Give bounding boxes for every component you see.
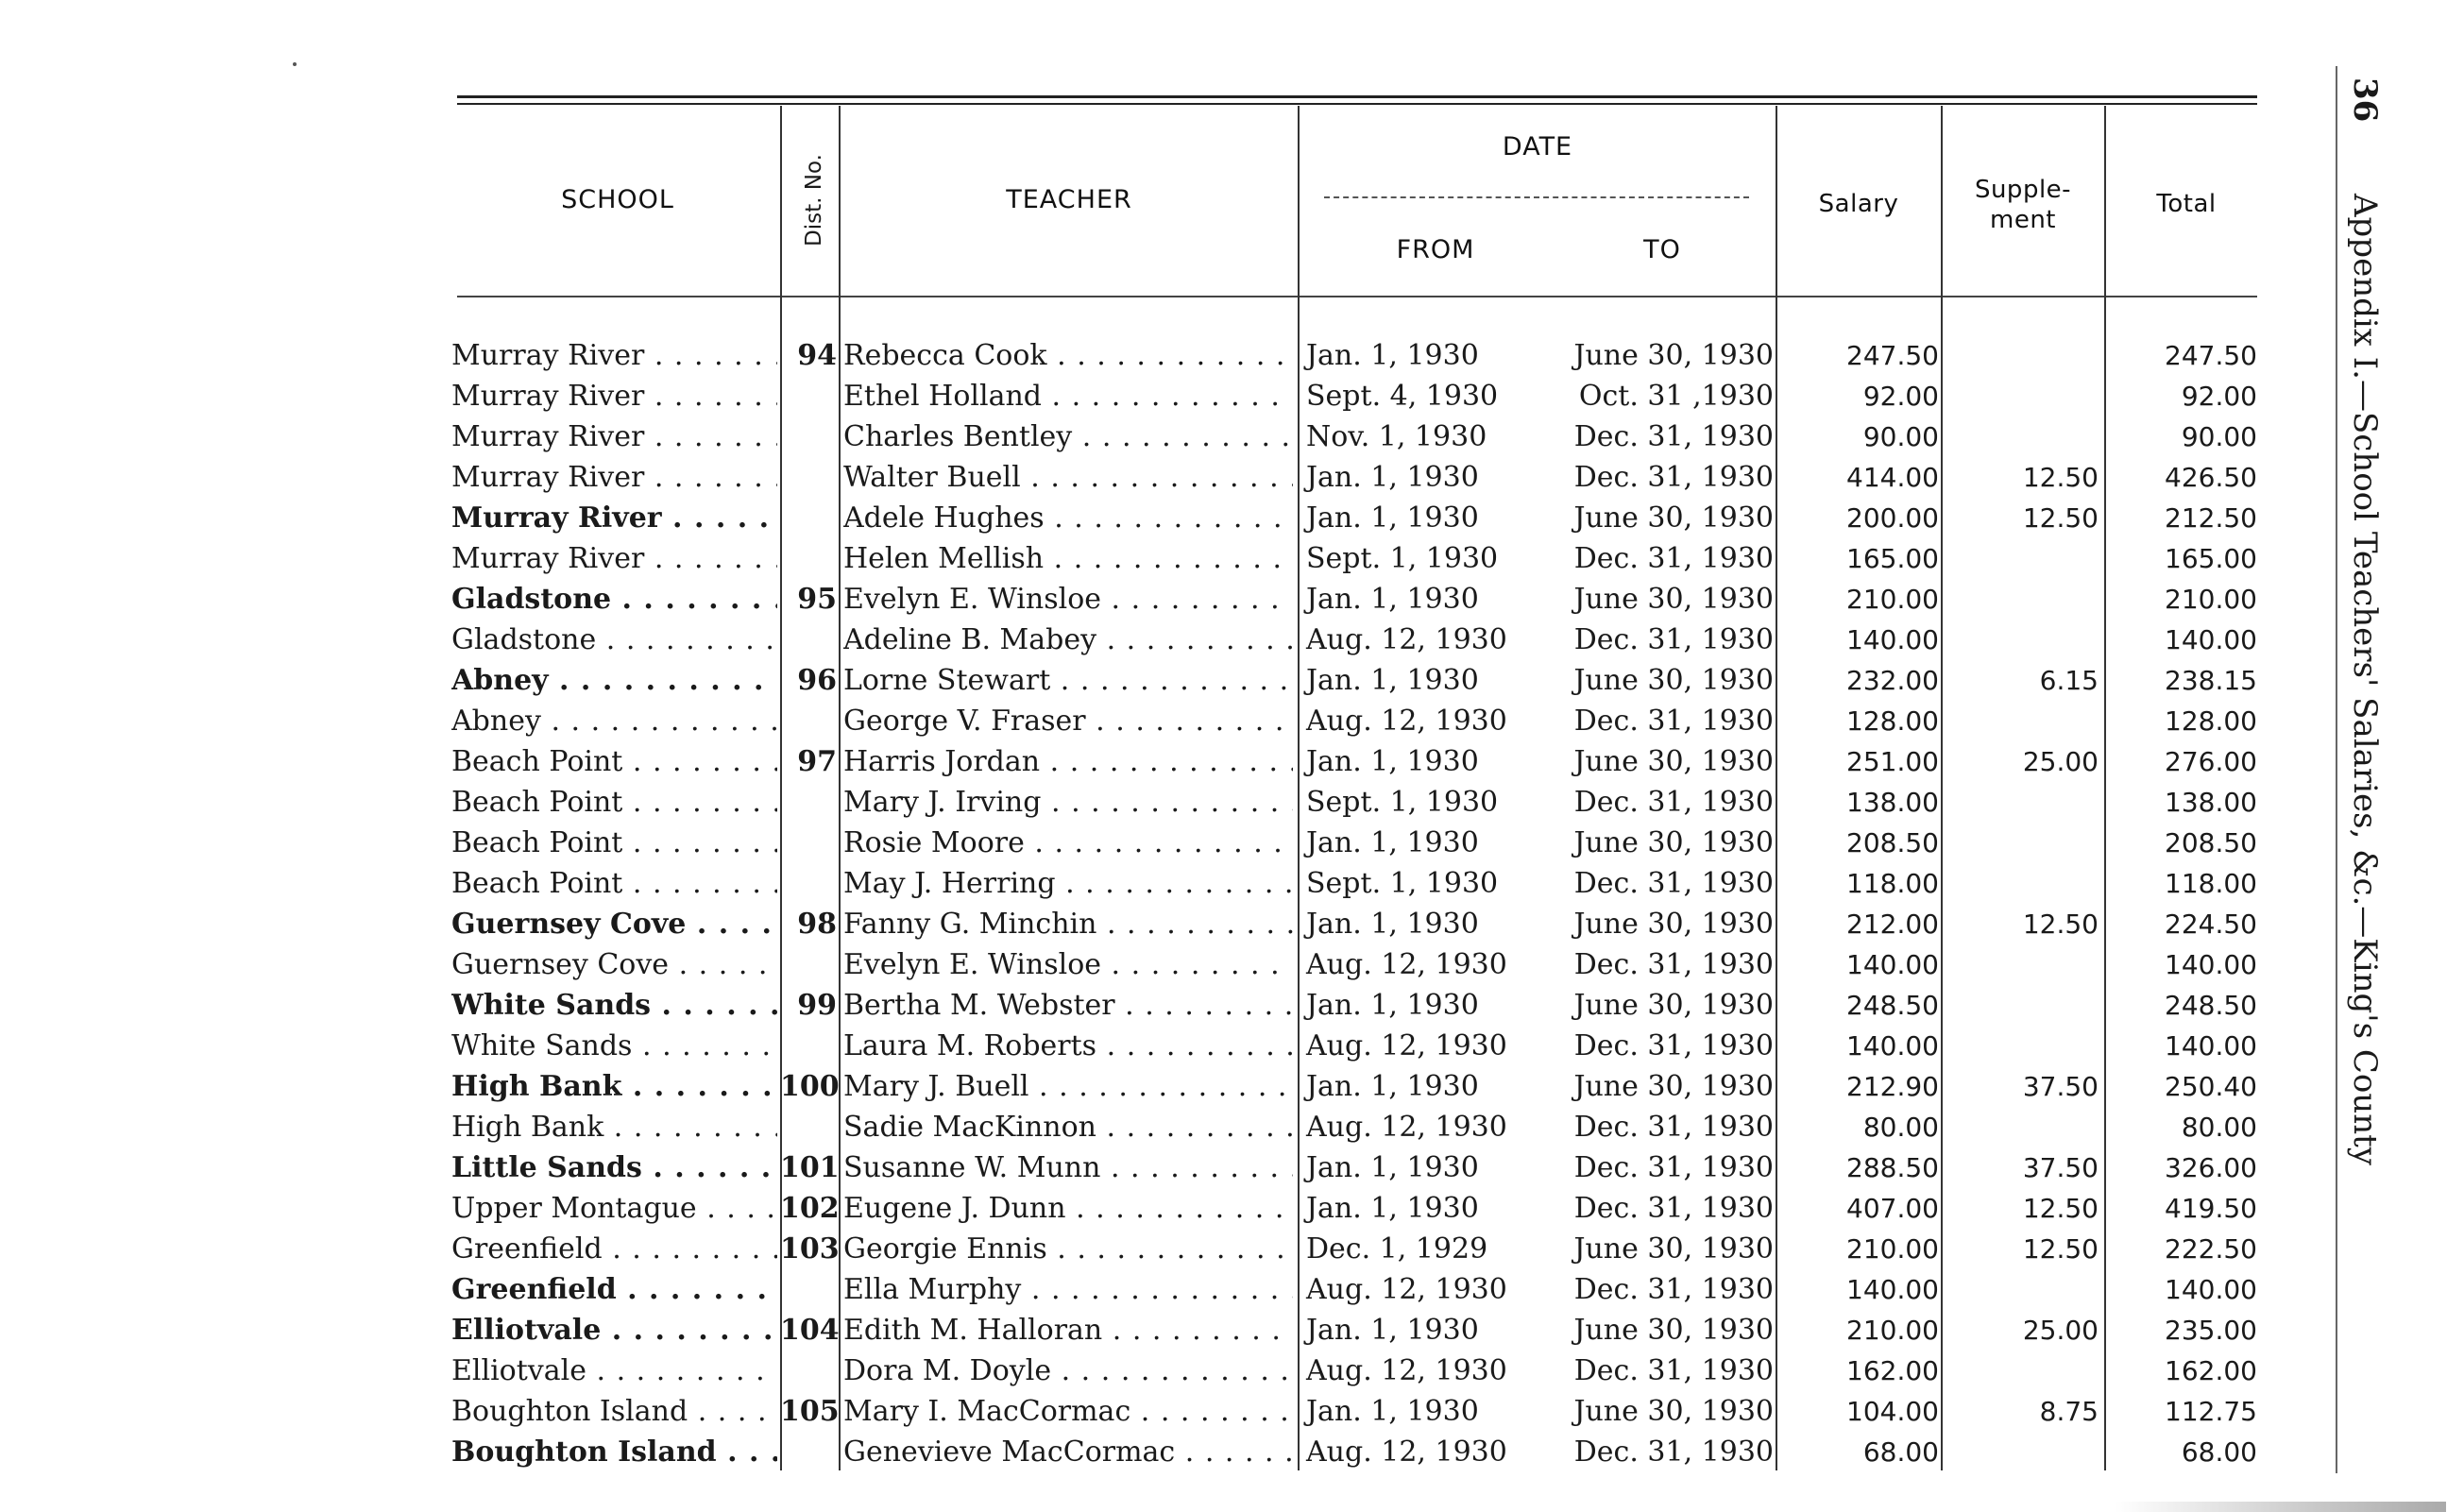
teacher-cell: Lorne Stewart . . . — [843, 664, 1293, 698]
date-from-cell: Sept. 1, 1930 — [1306, 867, 1499, 900]
school-cell: Boughton Island . . . — [451, 1436, 777, 1470]
teacher-cell: Susanne W. Munn . . . — [843, 1151, 1293, 1185]
table-row — [0, 660, 2447, 701]
header-date: DATE — [1502, 132, 1573, 161]
date-to-cell: June 30, 1930 — [1573, 826, 1774, 859]
school-cell: Guernsey Cove . . . — [451, 908, 777, 942]
salary-cell: 247.50 — [1846, 340, 1939, 371]
table-row — [0, 1026, 2447, 1066]
total-cell: 235.00 — [2165, 1315, 2257, 1346]
date-to-cell: Dec. 31, 1930 — [1573, 867, 1774, 900]
table-row — [0, 1229, 2447, 1269]
total-cell: 222.50 — [2165, 1233, 2257, 1265]
date-to-cell: Dec. 31, 1930 — [1573, 623, 1774, 656]
salary-cell: 248.50 — [1846, 990, 1939, 1021]
teacher-cell: Walter Buell . . . — [843, 461, 1293, 495]
stray-ink-mark — [293, 62, 297, 66]
school-cell: Gladstone . . . — [451, 583, 777, 617]
total-cell: 426.50 — [2165, 462, 2257, 493]
salary-cell: 288.50 — [1846, 1152, 1939, 1183]
date-from-cell: Jan. 1, 1930 — [1306, 1151, 1479, 1184]
supplement-cell: 12.50 — [2022, 462, 2099, 493]
teacher-cell: Charles Bentley . . . — [843, 420, 1293, 454]
dist-no-cell: 101 — [780, 1151, 840, 1184]
date-from-cell: Sept. 4, 1930 — [1306, 380, 1499, 413]
dist-no-cell: 94 — [797, 339, 837, 372]
school-cell: Abney . . . — [451, 705, 777, 739]
school-cell: White Sands . . . — [451, 989, 777, 1023]
total-cell: 140.00 — [2165, 1274, 2257, 1305]
date-from-cell: Aug. 12, 1930 — [1306, 1354, 1507, 1387]
table-row — [0, 944, 2447, 985]
total-cell: 248.50 — [2165, 990, 2257, 1021]
supplement-cell: 8.75 — [2039, 1396, 2099, 1427]
title-divider-line — [2336, 66, 2337, 1473]
table-row — [0, 741, 2447, 782]
header-to: TO — [1643, 235, 1681, 264]
salary-cell: 140.00 — [1846, 949, 1939, 980]
date-from-cell: Jan. 1, 1930 — [1306, 339, 1479, 372]
date-from-cell: Sept. 1, 1930 — [1306, 786, 1499, 819]
date-to-cell: June 30, 1930 — [1573, 745, 1774, 778]
teacher-cell: Ella Murphy . . . — [843, 1273, 1293, 1307]
school-cell: Murray River . . . — [451, 461, 777, 495]
total-cell: 80.00 — [2181, 1112, 2257, 1143]
total-cell: 128.00 — [2165, 705, 2257, 737]
date-from-cell: Aug. 12, 1930 — [1306, 1029, 1507, 1062]
teacher-cell: Bertha M. Webster . . . — [843, 989, 1293, 1023]
date-to-cell: Dec. 31, 1930 — [1573, 1029, 1774, 1062]
date-to-cell: June 30, 1930 — [1573, 989, 1774, 1022]
teacher-cell: Eugene J. Dunn . . . — [843, 1192, 1293, 1226]
total-cell: 138.00 — [2165, 787, 2257, 818]
date-from-cell: Aug. 12, 1930 — [1306, 705, 1507, 738]
total-cell: 68.00 — [2181, 1436, 2257, 1468]
school-cell: Beach Point . . . — [451, 867, 777, 901]
teacher-cell: Helen Mellish . . . — [843, 542, 1293, 576]
dist-no-cell: 104 — [780, 1314, 840, 1347]
table-row — [0, 863, 2447, 904]
school-cell: High Bank . . . — [451, 1070, 777, 1104]
page-number: 36 — [2346, 77, 2384, 123]
salary-cell: 104.00 — [1846, 1396, 1939, 1427]
date-to-cell: June 30, 1930 — [1573, 1395, 1774, 1428]
salary-table-body — [0, 335, 2447, 1472]
teacher-cell: Mary I. MacCormac . . . — [843, 1395, 1293, 1429]
salary-cell: 210.00 — [1846, 1233, 1939, 1265]
date-from-cell: Aug. 12, 1930 — [1306, 1273, 1507, 1306]
salary-cell: 210.00 — [1846, 584, 1939, 615]
table-row — [0, 985, 2447, 1026]
school-cell: Little Sands . . . — [451, 1151, 777, 1185]
date-to-cell: June 30, 1930 — [1573, 583, 1774, 616]
salary-cell: 208.50 — [1846, 827, 1939, 858]
header-dist-no-label: Dist. No. — [802, 154, 826, 246]
date-to-cell: June 30, 1930 — [1573, 908, 1774, 941]
date-to-cell: Dec. 31, 1930 — [1573, 948, 1774, 981]
teacher-cell: George V. Fraser . . . — [843, 705, 1293, 739]
total-cell: 247.50 — [2165, 340, 2257, 371]
supplement-cell: 12.50 — [2022, 909, 2099, 940]
date-to-cell: June 30, 1930 — [1573, 1070, 1774, 1103]
supplement-cell: 12.50 — [2022, 1193, 2099, 1224]
school-cell: Greenfield . . . — [451, 1232, 777, 1266]
table-row — [0, 1147, 2447, 1188]
table-row — [0, 782, 2447, 823]
school-cell: Beach Point . . . — [451, 826, 777, 860]
supplement-cell: 12.50 — [2022, 1233, 2099, 1265]
date-to-cell: June 30, 1930 — [1573, 1314, 1774, 1347]
salary-cell: 165.00 — [1846, 543, 1939, 574]
date-from-cell: Jan. 1, 1930 — [1306, 461, 1479, 494]
dist-no-cell: 97 — [797, 745, 837, 778]
salary-cell: 200.00 — [1846, 502, 1939, 534]
school-cell: Murray River . . . — [451, 542, 777, 576]
salary-cell: 162.00 — [1846, 1355, 1939, 1386]
date-to-cell: Dec. 31, 1930 — [1573, 786, 1774, 819]
teacher-cell: Adele Hughes . . . — [843, 501, 1293, 535]
school-cell: Abney . . . — [451, 664, 777, 698]
total-cell: 140.00 — [2165, 1030, 2257, 1062]
date-from-cell: Jan. 1, 1930 — [1306, 908, 1479, 941]
date-to-cell: Dec. 31, 1930 — [1573, 1192, 1774, 1225]
school-cell: Boughton Island . . . — [451, 1395, 777, 1429]
date-to-cell: Dec. 31, 1930 — [1573, 461, 1774, 494]
date-from-cell: Jan. 1, 1930 — [1306, 1314, 1479, 1347]
date-from-cell: Jan. 1, 1930 — [1306, 664, 1479, 697]
table-row — [0, 579, 2447, 620]
date-to-cell: Dec. 31, 1930 — [1573, 420, 1774, 453]
table-row — [0, 620, 2447, 660]
table-row — [0, 1351, 2447, 1391]
school-cell: Murray River . . . — [451, 420, 777, 454]
table-row — [0, 1066, 2447, 1107]
date-to-cell: June 30, 1930 — [1573, 664, 1774, 697]
total-cell: 118.00 — [2165, 868, 2257, 899]
dist-no-cell: 103 — [780, 1232, 840, 1266]
date-from-cell: Jan. 1, 1930 — [1306, 1070, 1479, 1103]
date-from-cell: Dec. 1, 1929 — [1306, 1232, 1488, 1266]
school-cell: Guernsey Cove . . . — [451, 948, 777, 982]
table-row — [0, 823, 2447, 863]
dist-no-cell: 99 — [797, 989, 837, 1022]
dist-no-cell: 105 — [780, 1395, 840, 1428]
total-cell: 250.40 — [2165, 1071, 2257, 1102]
date-from-cell: Aug. 12, 1930 — [1306, 623, 1507, 656]
salary-cell: 407.00 — [1846, 1193, 1939, 1224]
teacher-cell: Fanny G. Minchin . . . — [843, 908, 1293, 942]
table-row — [0, 538, 2447, 579]
salary-cell: 140.00 — [1846, 1274, 1939, 1305]
supplement-cell: 6.15 — [2039, 665, 2099, 696]
top-rule-inner — [457, 103, 2257, 105]
dist-no-cell: 96 — [797, 664, 837, 697]
salary-cell: 92.00 — [1862, 381, 1939, 412]
date-to-cell: June 30, 1930 — [1573, 339, 1774, 372]
school-cell: Gladstone . . . — [451, 623, 777, 657]
table-row — [0, 701, 2447, 741]
teacher-cell: Harris Jordan . . . — [843, 745, 1293, 779]
date-from-cell: Jan. 1, 1930 — [1306, 501, 1479, 535]
total-cell: 276.00 — [2165, 746, 2257, 777]
salary-cell: 251.00 — [1846, 746, 1939, 777]
total-cell: 238.15 — [2165, 665, 2257, 696]
salary-cell: 140.00 — [1846, 1030, 1939, 1062]
school-cell: Murray River . . . — [451, 380, 777, 414]
date-from-cell: Nov. 1, 1930 — [1306, 420, 1487, 453]
top-rule — [457, 95, 2257, 98]
table-row — [0, 1107, 2447, 1147]
teacher-cell: Dora M. Doyle . . . — [843, 1354, 1293, 1388]
date-to-cell: Dec. 31, 1930 — [1573, 1151, 1774, 1184]
salary-cell: 232.00 — [1846, 665, 1939, 696]
school-cell: Murray River . . . — [451, 501, 777, 535]
table-row — [0, 1188, 2447, 1229]
salary-cell: 118.00 — [1846, 868, 1939, 899]
teacher-cell: Evelyn E. Winsloe . . . — [843, 583, 1293, 617]
teacher-cell: Mary J. Irving . . . — [843, 786, 1293, 820]
total-cell: 212.50 — [2165, 502, 2257, 534]
header-school: SCHOOL — [561, 185, 674, 214]
table-row — [0, 1269, 2447, 1310]
teacher-cell: Georgie Ennis . . . — [843, 1232, 1293, 1266]
date-from-cell: Aug. 12, 1930 — [1306, 948, 1507, 981]
supplement-cell: 37.50 — [2022, 1152, 2099, 1183]
date-from-cell: Jan. 1, 1930 — [1306, 1395, 1479, 1428]
table-row — [0, 376, 2447, 416]
date-from-cell: Jan. 1, 1930 — [1306, 1192, 1479, 1225]
date-to-cell: Dec. 31, 1930 — [1573, 1273, 1774, 1306]
date-from-cell: Jan. 1, 1930 — [1306, 989, 1479, 1022]
teacher-cell: May J. Herring . . . — [843, 867, 1293, 901]
total-cell: 162.00 — [2165, 1355, 2257, 1386]
supplement-cell: 37.50 — [2022, 1071, 2099, 1102]
date-to-cell: Dec. 31, 1930 — [1573, 1111, 1774, 1144]
supplement-cell: 25.00 — [2022, 1315, 2099, 1346]
date-to-cell: Dec. 31, 1930 — [1573, 542, 1774, 575]
total-cell: 224.50 — [2165, 909, 2257, 940]
teacher-cell: Genevieve MacCormac . . . — [843, 1436, 1293, 1470]
date-to-cell: Oct. 31 ,1930 — [1578, 380, 1774, 413]
total-cell: 112.75 — [2165, 1396, 2257, 1427]
school-cell: Upper Montague . . . — [451, 1192, 777, 1226]
salary-cell: 210.00 — [1846, 1315, 1939, 1346]
date-from-cell: Jan. 1, 1930 — [1306, 826, 1479, 859]
total-cell: 140.00 — [2165, 949, 2257, 980]
date-to-cell: June 30, 1930 — [1573, 501, 1774, 535]
date-to-cell: Dec. 31, 1930 — [1573, 1354, 1774, 1387]
school-cell: High Bank . . . — [451, 1111, 777, 1145]
table-row — [0, 335, 2447, 376]
table-row — [0, 904, 2447, 944]
table-row — [0, 1391, 2447, 1432]
total-cell: 419.50 — [2165, 1193, 2257, 1224]
total-cell: 326.00 — [2165, 1152, 2257, 1183]
salary-cell: 138.00 — [1846, 787, 1939, 818]
date-from-cell: Sept. 1, 1930 — [1306, 542, 1499, 575]
salary-cell: 414.00 — [1846, 462, 1939, 493]
date-from-cell: Aug. 12, 1930 — [1306, 1111, 1507, 1144]
school-cell: Murray River . . . — [451, 339, 777, 373]
teacher-cell: Laura M. Roberts . . . — [843, 1029, 1293, 1063]
date-from-cell: Aug. 12, 1930 — [1306, 1436, 1507, 1469]
scan-shadow — [2116, 1502, 2446, 1512]
header-bottom-rule — [457, 296, 2257, 297]
school-cell: White Sands . . . — [451, 1029, 777, 1063]
header-salary: Salary — [1818, 190, 1899, 218]
table-row — [0, 498, 2447, 538]
teacher-cell: Rebecca Cook . . . — [843, 339, 1293, 373]
table-row — [0, 1310, 2447, 1351]
total-cell: 208.50 — [2165, 827, 2257, 858]
dist-no-cell: 95 — [797, 583, 837, 616]
total-cell: 92.00 — [2181, 381, 2257, 412]
header-teacher: TEACHER — [1006, 185, 1132, 214]
salary-cell: 128.00 — [1846, 705, 1939, 737]
supplement-cell: 25.00 — [2022, 746, 2099, 777]
total-cell: 90.00 — [2181, 421, 2257, 452]
date-from-cell: Jan. 1, 1930 — [1306, 745, 1479, 778]
school-cell: Greenfield . . . — [451, 1273, 777, 1307]
date-to-cell: Dec. 31, 1930 — [1573, 705, 1774, 738]
running-title: Appendix I.—School Teachers' Salaries, &c.—King's County — [2346, 194, 2384, 1165]
table-row — [0, 416, 2447, 457]
teacher-cell: Ethel Holland . . . — [843, 380, 1293, 414]
total-cell: 210.00 — [2165, 584, 2257, 615]
teacher-cell: Evelyn E. Winsloe . . . — [843, 948, 1293, 982]
total-cell: 140.00 — [2165, 624, 2257, 655]
school-cell: Elliotvale . . . — [451, 1314, 777, 1348]
salary-cell: 140.00 — [1846, 624, 1939, 655]
total-cell: 165.00 — [2165, 543, 2257, 574]
header-supplement-line2: ment — [1990, 206, 2056, 234]
school-cell: Beach Point . . . — [451, 786, 777, 820]
dist-no-cell: 98 — [797, 908, 837, 941]
salary-cell: 212.90 — [1846, 1071, 1939, 1102]
header-supplement-line1: Supple- — [1974, 176, 2072, 204]
salary-cell: 80.00 — [1862, 1112, 1939, 1143]
dist-no-cell: 100 — [780, 1070, 840, 1103]
dist-no-cell: 102 — [780, 1192, 840, 1225]
table-row — [0, 457, 2447, 498]
date-to-cell: June 30, 1930 — [1573, 1232, 1774, 1266]
date-to-cell: Dec. 31, 1930 — [1573, 1436, 1774, 1469]
salary-cell: 68.00 — [1862, 1436, 1939, 1468]
header-total: Total — [2156, 190, 2217, 218]
header-from: FROM — [1396, 235, 1475, 264]
supplement-cell: 12.50 — [2022, 502, 2099, 534]
date-subheader-rule — [1324, 196, 1749, 198]
table-row — [0, 1432, 2447, 1472]
teacher-cell: Mary J. Buell . . . — [843, 1070, 1293, 1104]
salary-cell: 212.00 — [1846, 909, 1939, 940]
school-cell: Beach Point . . . — [451, 745, 777, 779]
teacher-cell: Sadie MacKinnon . . . — [843, 1111, 1293, 1145]
teacher-cell: Adeline B. Mabey . . . — [843, 623, 1293, 657]
school-cell: Elliotvale . . . — [451, 1354, 777, 1388]
teacher-cell: Edith M. Halloran . . . — [843, 1314, 1293, 1348]
salary-cell: 90.00 — [1862, 421, 1939, 452]
date-from-cell: Jan. 1, 1930 — [1306, 583, 1479, 616]
teacher-cell: Rosie Moore . . . — [843, 826, 1293, 860]
